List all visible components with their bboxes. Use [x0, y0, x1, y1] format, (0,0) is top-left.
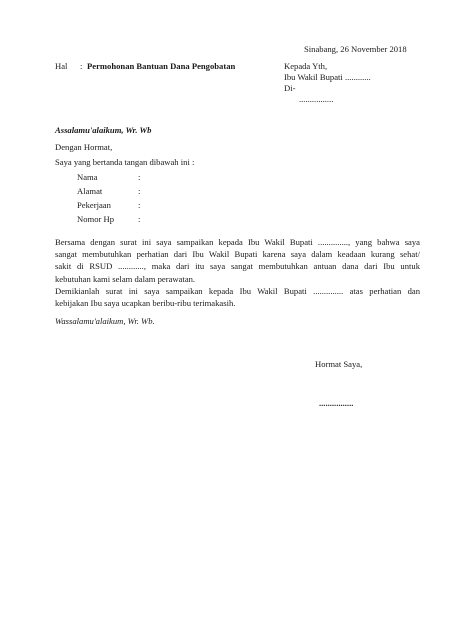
paragraph-line: kebutuhan kami selam dalam perawatan. — [55, 273, 196, 284]
closing-greeting: Wassalamu'alaikum, Wr. Wb. — [55, 316, 155, 326]
field-sep: : — [138, 186, 141, 196]
field-sep: : — [138, 200, 141, 210]
body-paragraph-2 — [55, 285, 420, 309]
recipient-line: ................ — [299, 94, 334, 104]
greeting: Assalamu'alaikum, Wr. Wb — [55, 125, 152, 135]
field-label: Nomor Hp — [77, 214, 114, 224]
recipient-line: Di- — [284, 83, 296, 93]
paragraph-line: Bersama dengan surat ini saya sampaikan kepada Ibu Wakil Bupati .............., yang bahwa saya — [55, 237, 420, 247]
field-label: Pekerjaan — [77, 200, 111, 210]
signature-placeholder: ................ — [319, 398, 354, 408]
field-label: Nama — [77, 172, 98, 182]
field-sep: : — [138, 214, 141, 224]
intro-line: Saya yang bertanda tangan dibawah ini : — [55, 157, 195, 167]
place-date: Sinabang, 26 November 2018 — [304, 44, 407, 54]
field-label: Alamat — [77, 186, 103, 196]
paragraph-line: sakit di RSUD ............, maka dari itu saya sangat membutuhkan antuan dana dari Ibu untuk — [55, 261, 420, 272]
field-sep: : — [138, 172, 141, 182]
subject-sep: : — [80, 61, 83, 71]
paragraph-line: sangat membutuhkan perhatian dari Ibu Wakil Bupati karena saya dalam keadaan kurang sehat/ — [55, 249, 420, 260]
subject-text: Permohonan Bantuan Dana Pengobatan — [87, 61, 236, 71]
opening: Dengan Hormat, — [55, 142, 113, 152]
signoff: Hormat Saya, — [315, 359, 363, 369]
paragraph-line: Demikianlah surat ini saya sampaikan kepada Ibu Wakil Bupati .............. atas perhatian dan — [55, 286, 420, 296]
body-paragraph-1 — [55, 236, 420, 285]
recipient-line: Ibu Wakil Bupati ............ — [284, 72, 371, 82]
recipient-line: Kepada Yth, — [284, 61, 328, 71]
paragraph-line: kebijakan Ibu saya ucapkan beribu-ribu terimakasih. — [55, 298, 236, 309]
subject-label: Hal — [55, 61, 68, 71]
